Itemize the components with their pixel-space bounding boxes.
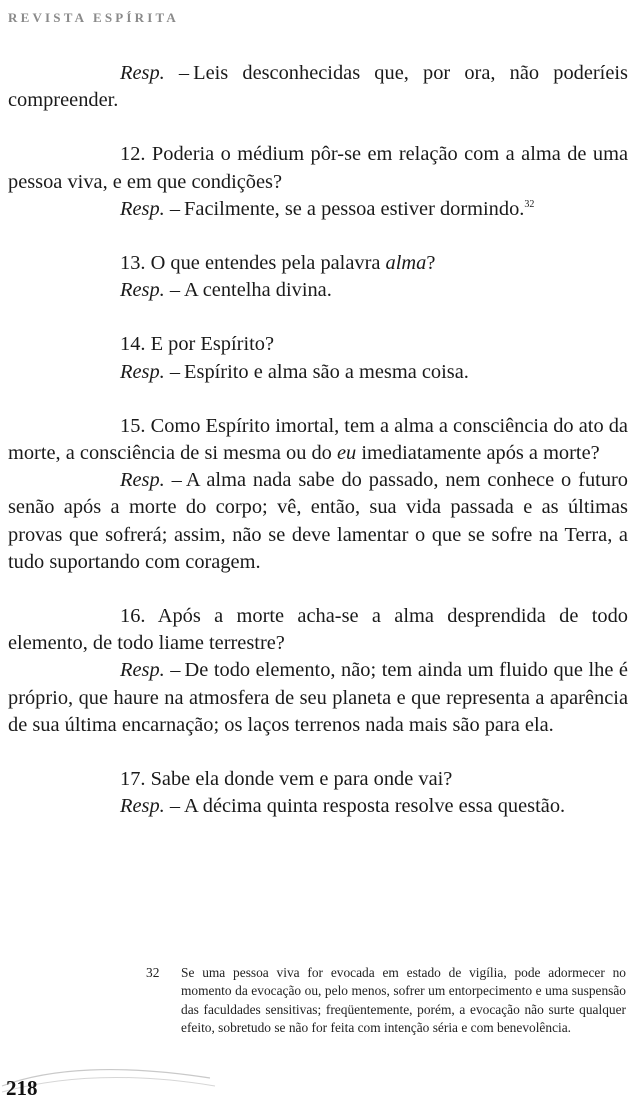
footnote-text: Se uma pessoa viva for evocada em estado de vigília, pode adormecer no momento da evocação ou, pelo menos, sofrer um entorpecimento e uma suspensão das faculdades sensitivas; freqüentemente, porém, a evocação não surte qualquer efeito, sobretudo se não for feita com intenção séria e com benevolência. (181, 965, 626, 1036)
resp-label: Resp. (120, 469, 165, 492)
answer-14 (8, 359, 628, 386)
dash: – (171, 469, 182, 492)
dash: – (169, 197, 181, 220)
answer-text: De todo elemento, não; tem ainda um fluido que lhe é próprio, que haure na atmosfera de seu planeta e que representa a aparência de sua última encarnação; os laços terrenos nada mais são para ela. (8, 659, 628, 736)
question-16: 16. Após a morte acha-se a alma desprendida de todo elemento, de todo liame terrestre? (8, 605, 628, 655)
question-12: 12. Poderia o médium pôr-se em relação com a alma de uma pessoa viva, e em que condições? (8, 143, 628, 193)
dash: – (178, 62, 190, 84)
resp-label: Resp. (120, 659, 165, 682)
answer-text: Espírito e alma são a mesma coisa. (184, 360, 469, 383)
resp-label: Resp. (120, 279, 165, 302)
question-end: imediatamente após a morte? (356, 442, 600, 465)
question-text: 13. O que entendes pela palavra (120, 252, 386, 275)
running-header: REVISTA ESPÍRITA (8, 10, 180, 25)
answer-17 (8, 793, 628, 820)
dash: – (169, 360, 181, 383)
answer-16 (8, 657, 628, 739)
page-body (8, 60, 628, 820)
dash: – (169, 795, 181, 818)
answer-text: A centelha divina. (184, 279, 332, 302)
resp-label: Resp. (120, 795, 165, 818)
answer-text: A décima quinta resposta resolve essa questão. (184, 795, 566, 818)
question-text: 15. Como Espírito imortal, tem a alma a consciência do ato da morte, a consciência de si mesma ou do (8, 414, 628, 465)
question-end: ? (426, 252, 436, 275)
answer-text: Facilmente, se a pessoa estiver dormindo. (184, 197, 525, 220)
question-13 (8, 250, 628, 277)
dash: – (169, 279, 181, 302)
question-15 (8, 413, 628, 467)
resp-label: Resp. (120, 62, 165, 84)
answer-text: Leis desconhecidas que, por ora, não poderíeis compreender. (8, 62, 628, 112)
answer-12 (8, 196, 628, 223)
answer-text: A alma nada sabe do passado, nem conhece o futuro senão após a morte do corpo; vê, então, sua vida passada e as últimas provas que sofrerá; assim, não se deve lamentar o que se sofre na Terra, a tudo suportando com coragem. (8, 469, 628, 573)
question-17: 17. Sabe ela donde vem e para onde vai? (120, 768, 453, 791)
answer-15 (8, 467, 628, 576)
dash: – (170, 659, 181, 682)
resp-label: Resp. (120, 197, 165, 220)
footnote-number: 32 (146, 965, 160, 980)
question-14: 14. E por Espírito? (120, 333, 275, 356)
page-number: 218 (6, 1076, 38, 1100)
resp-label: Resp. (120, 360, 165, 383)
answer-11 (8, 60, 628, 114)
answer-13 (8, 277, 628, 304)
emphasis-word: eu (336, 442, 357, 465)
emphasis-word: alma (385, 252, 427, 275)
footnote (146, 964, 626, 1038)
footnote-ref[interactable]: 32 (524, 199, 535, 211)
